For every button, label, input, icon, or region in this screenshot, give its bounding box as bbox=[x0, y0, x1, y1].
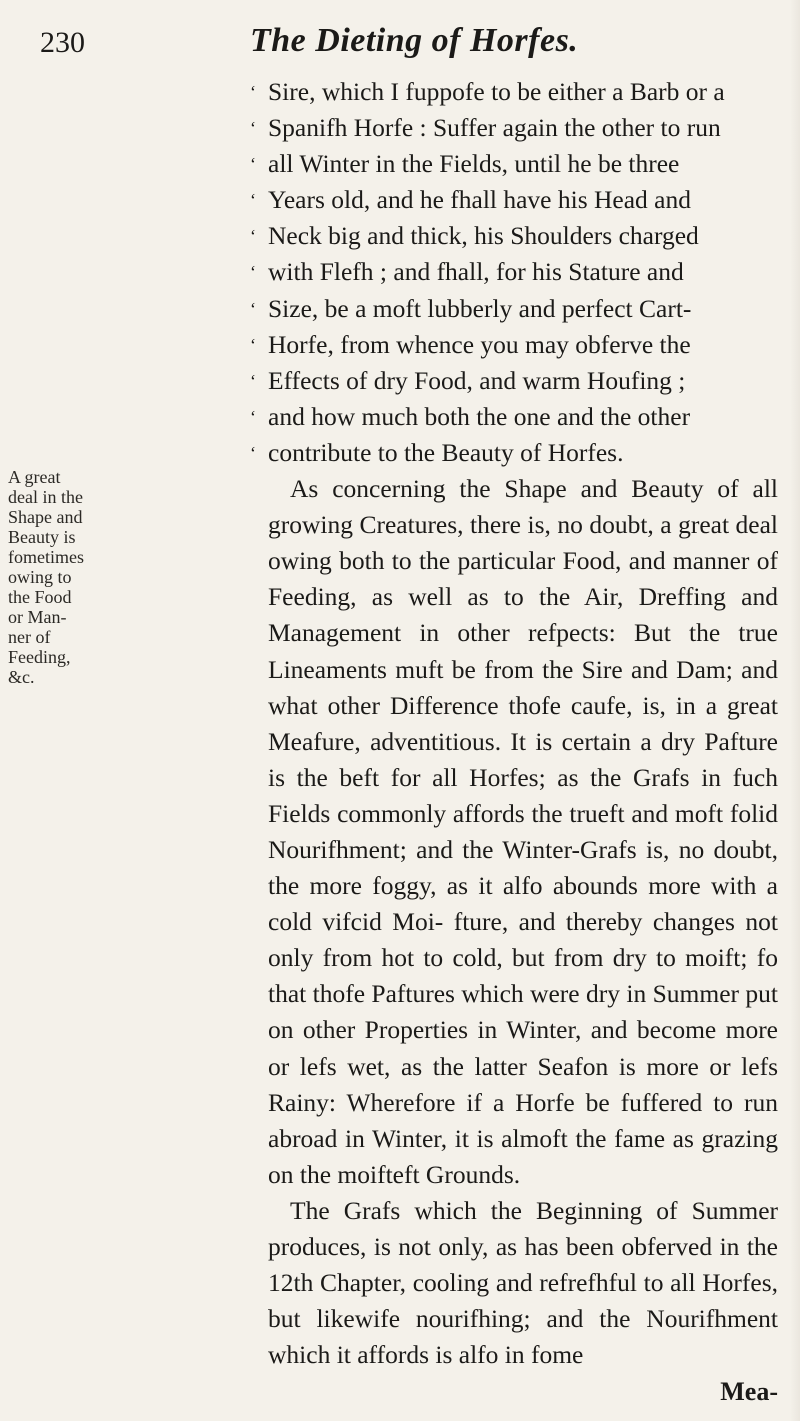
quoted-line: ‘ Neck big and thick, his Shoulders charged bbox=[250, 221, 699, 251]
quoted-line: ‘ Years old, and he fhall have his Head and bbox=[250, 185, 692, 215]
quoted-line: ‘ all Winter in the Fields, until he be three bbox=[250, 149, 680, 179]
quoted-line: ‘ Spanifh Horfe : Suffer again the other to run bbox=[250, 113, 721, 143]
page-header bbox=[0, 18, 800, 78]
margin-note: A great deal in the Shape and Beauty is fometimes owing to the Food or Man- ner of Feeding, &c. bbox=[8, 467, 84, 687]
quoted-line: ‘ contribute to the Beauty of Horfes. bbox=[250, 437, 624, 467]
quoted-line: ‘ Effects of dry Food, and warm Houfing ; bbox=[250, 365, 686, 395]
catchword: Mea- bbox=[720, 1377, 778, 1406]
page-edge-shading bbox=[790, 0, 800, 1421]
quoted-line: ‘ Size, be a moft lubberly and perfect Cart- bbox=[250, 293, 692, 323]
quoted-line: ‘ and how much both the one and the other bbox=[250, 401, 691, 431]
running-head: The Dieting of Horfes. bbox=[250, 22, 579, 59]
paragraph: The Grafs which the Beginning of Summer produces, is not only, as has been obferved in the 12th Chapter, cooling and refrefhful to all Horfes, but likewife nourifhing; and the Nourifhment which it affords is alfo in fome bbox=[268, 1195, 778, 1370]
quoted-line: ‘ Horfe, from whence you may obferve the bbox=[250, 329, 691, 359]
paragraph: As concerning the Shape and Beauty of all growing Creatures, there is, no doubt, a great deal owing both to the particular Food, and manner of Feeding, as well as to the Air, Dreffing and Management in other refpects: But the true Lineaments muft be from the Sire and Dam; and what other Difference thofe caufe, is, in a great Meafure, adventitious. It is certain a dry Pafture is the beft for all Horfes; as the Grafs in fuch Fields commonly affords the trueft and moft folid Nourifhment; and the Winter-Grafs is, no doubt, the more foggy, as it alfo abounds more with a cold vifcid Moi- fture, and thereby changes not only from hot to cold, but from dry to moift; fo that thofe Paftures which were dry in Summer put on other Properties in Winter, and become more or lefs wet, as the latter Seafon is more or lefs Rainy: Wherefore if a Horfe be fuffered to run abroad in Winter, it is almoft the fame as grazing on the moifteft Grounds. bbox=[268, 474, 778, 1189]
quoted-line: ‘ Sire, which I fuppofe to be either a Barb or a bbox=[250, 77, 725, 106]
quoted-line: ‘ with Flefh ; and fhall, for his Stature and bbox=[250, 257, 684, 287]
page-number: 230 bbox=[40, 26, 85, 59]
body-text bbox=[250, 74, 778, 1373]
